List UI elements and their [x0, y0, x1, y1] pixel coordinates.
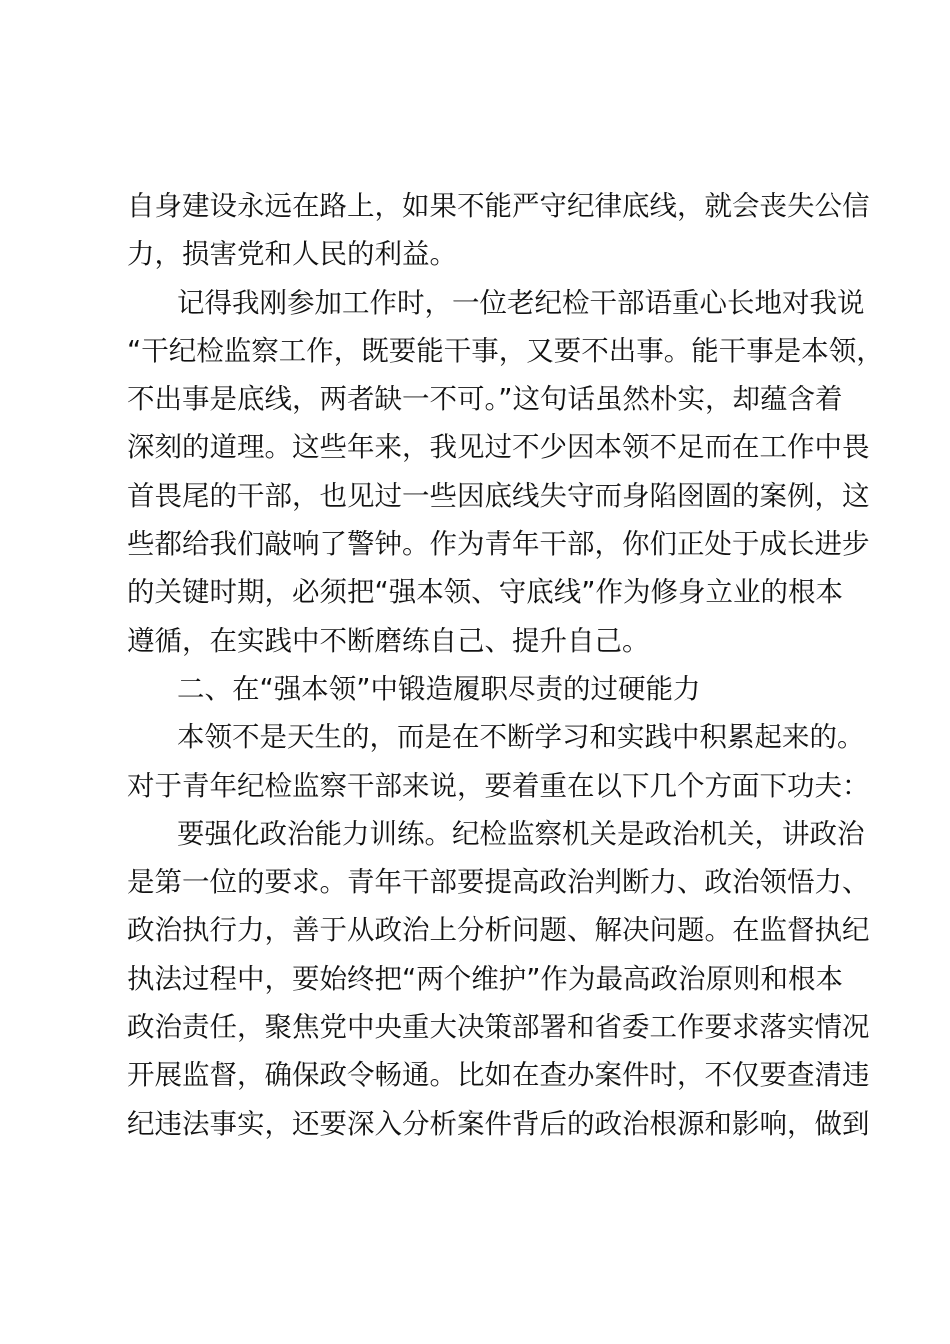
section-heading: 二、在“强本领”中锻造履职尽责的过硬能力 — [177, 672, 701, 705]
text-line: 政治责任，聚焦党中央重大决策部署和省委工作要求落实情况 — [127, 1011, 870, 1044]
text-line: 的关键时期，必须把“强本领、守底线”作为修身立业的根本 — [127, 576, 843, 609]
text-line: 深刻的道理。这些年来，我见过不少因本领不足而在工作中畏 — [127, 431, 870, 464]
text-line: 记得我刚参加工作时，一位老纪检干部语重心长地对我说 — [177, 286, 865, 319]
text-line: 政治执行力，善于从政治上分析问题、解决问题。在监督执纪 — [127, 914, 870, 947]
text-line: 纪违法事实，还要深入分析案件背后的政治根源和影响，做到 — [127, 1107, 870, 1140]
text-line: 些都给我们敲响了警钟。作为青年干部，你们正处于成长进步 — [127, 528, 870, 561]
text-line: 是第一位的要求。青年干部要提高政治判断力、政治领悟力、 — [127, 866, 870, 899]
text-line: 自身建设永远在路上，如果不能严守纪律底线，就会丧失公信 — [127, 190, 870, 222]
text-line: 开展监督，确保政令畅通。比如在查办案件时，不仅要查清违 — [127, 1059, 870, 1092]
document-body — [127, 182, 884, 1148]
text-line: “干纪检监察工作，既要能干事，又要不出事。能干事是本领， — [127, 334, 884, 367]
text-line: 本领不是天生的，而是在不断学习和实践中积累起来的。 — [177, 721, 865, 754]
text-line: 执法过程中，要始终把“两个维护”作为最高政治原则和根本 — [127, 962, 843, 995]
text-line: 要强化政治能力训练。纪检监察机关是政治机关，讲政治 — [177, 817, 865, 850]
text-line: 不出事是底线，两者缺一不可。”这句话虽然朴实，却蕴含着 — [127, 383, 843, 416]
text-line: 遵循，在实践中不断磨练自己、提升自己。 — [127, 624, 650, 657]
text-line: 力，损害党和人民的利益。 — [127, 238, 457, 271]
text-line: 首畏尾的干部，也见过一些因底线失守而身陷囹圄的案例，这 — [127, 479, 870, 512]
text-line: 对于青年纪检监察干部来说，要着重在以下几个方面下功夫： — [127, 769, 870, 802]
